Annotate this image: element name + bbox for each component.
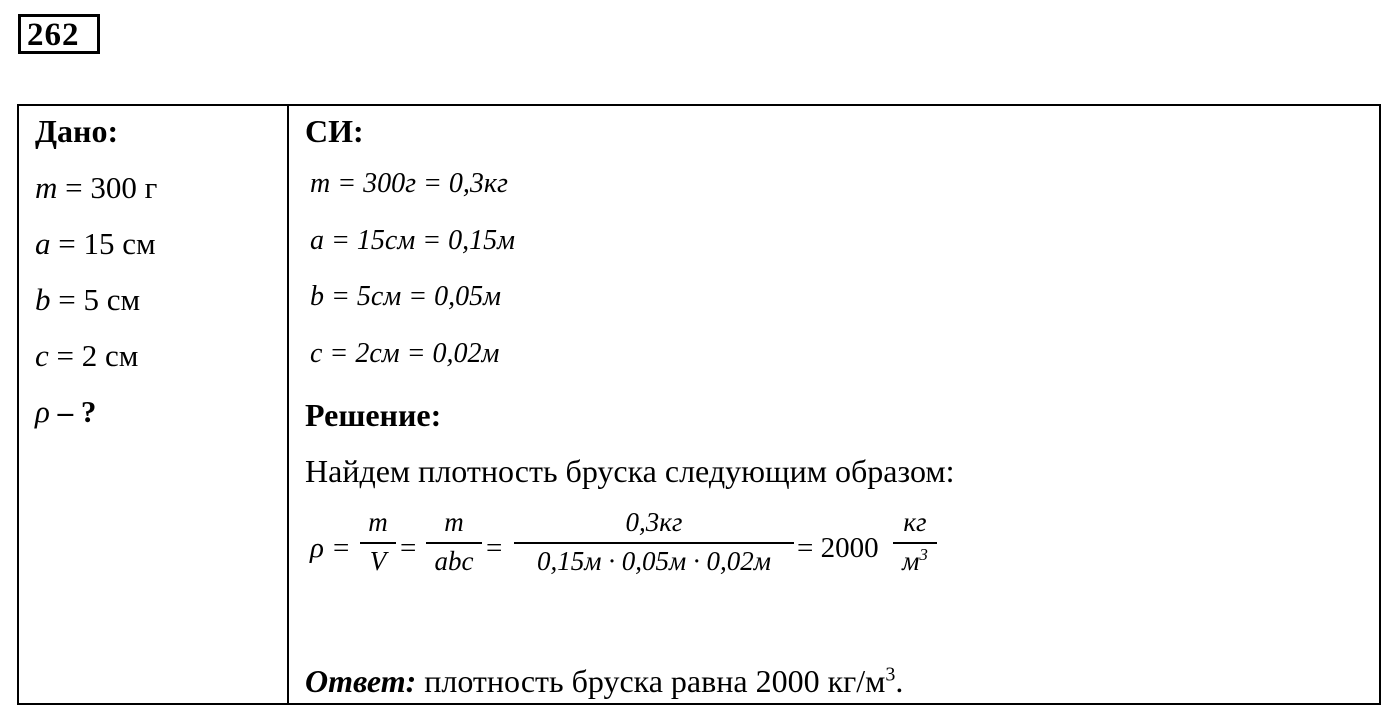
si-heading: СИ: (305, 113, 364, 149)
given-row-width (35, 284, 140, 315)
answer-end: . (895, 663, 904, 699)
given-var: c (35, 338, 49, 373)
problem-number-box (18, 14, 100, 54)
column-divider (287, 104, 289, 705)
solution-table (17, 104, 1381, 705)
fraction-denominator: abc (434, 546, 474, 576)
given-row-mass (35, 172, 157, 203)
si-row-width: b = 5см = 0,05м (310, 281, 501, 312)
given-heading: Дано: (35, 113, 119, 149)
given-value: = 5 см (50, 282, 141, 317)
equals-sign: = (400, 532, 417, 564)
fraction-numerator: кг (903, 507, 927, 537)
fraction-numerator: m (368, 507, 388, 537)
fraction-m-over-abc (426, 509, 482, 575)
answer-text: плотность бруска равна 2000 кг/м (416, 663, 886, 699)
given-value: – ? (49, 394, 97, 429)
given-var: ρ (35, 394, 50, 429)
fraction-bar (360, 542, 396, 544)
given-var: b (35, 282, 51, 317)
fraction-bar (426, 542, 482, 544)
fraction-numerator: m (444, 507, 464, 537)
fraction-bar (893, 542, 937, 544)
unit-base: м (902, 546, 920, 576)
given-value: = 300 г (57, 170, 158, 205)
fraction-numeric (514, 509, 794, 575)
problem-number: 262 (27, 17, 80, 53)
given-row-unknown (35, 396, 96, 427)
fraction-denominator: V (369, 546, 387, 576)
fraction-numerator: 0,3кг (625, 507, 683, 537)
solution-heading: Решение: (305, 397, 442, 433)
given-row-height (35, 340, 138, 371)
answer-exponent: 3 (885, 663, 896, 686)
answer-label: Ответ: (305, 663, 417, 699)
given-var: m (35, 170, 58, 205)
si-row-mass: m = 300г = 0,3кг (310, 168, 508, 199)
result-value: = 2000 (797, 532, 879, 564)
fraction-denominator (902, 545, 928, 576)
fraction-m-over-v (360, 509, 396, 575)
fraction-bar (514, 542, 794, 544)
fraction-units (893, 509, 937, 575)
si-row-length: a = 15см = 0,15м (310, 225, 515, 256)
given-var: a (35, 226, 51, 261)
si-row-height: c = 2см = 0,02м (310, 338, 500, 369)
formula-lhs: ρ = (310, 532, 351, 564)
answer-line (305, 665, 903, 697)
given-value: = 15 см (50, 226, 156, 261)
fraction-denominator: 0,15м · 0,05м · 0,02м (537, 546, 771, 576)
equals-sign: = (486, 532, 503, 564)
unit-exponent: 3 (919, 545, 928, 564)
given-row-length (35, 228, 156, 259)
solution-intro: Найдем плотность бруска следующим образом: (305, 453, 955, 489)
given-value: = 2 см (48, 338, 139, 373)
